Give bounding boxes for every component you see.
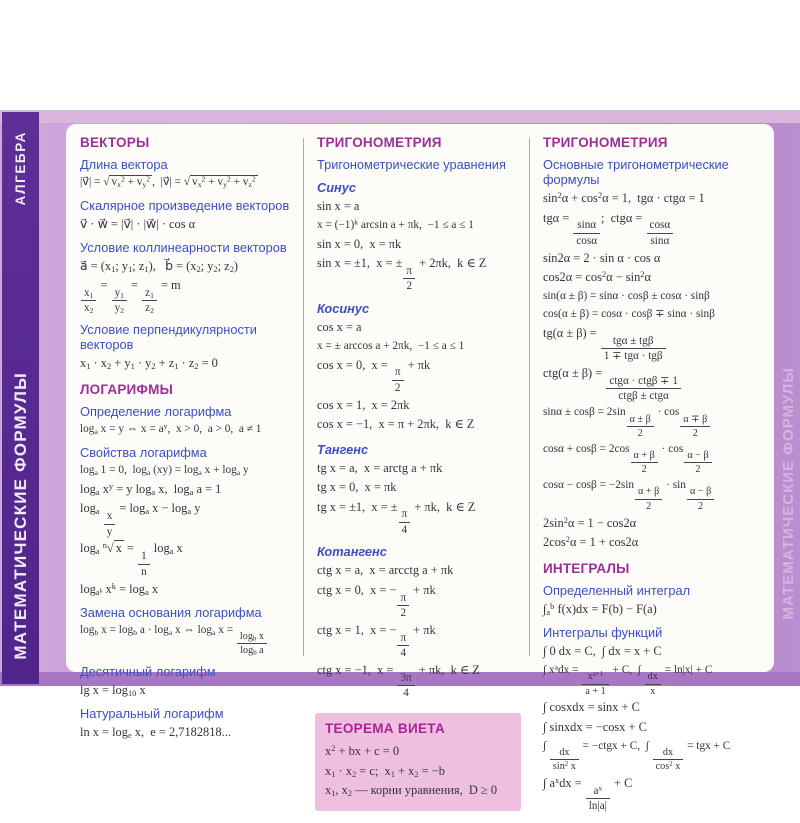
formula-line: $x = (-1)^k$ arcsin a + πk, −1 ≤ a ≤ 1: [317, 217, 474, 231]
formula-line: $\cos 2\alpha = \cos^2\alpha - \sin^2\alpha$: [543, 269, 651, 285]
section-title: ВЕКТОРЫ: [80, 135, 150, 150]
formula-line: ∫ $x^adx$ = $\frac{x^{a+1}}{a + 1}$ + C, ∫ $\frac{dx}{x}$ = ln|x| + C: [543, 662, 713, 697]
formula-line: $\log_a$ $\frac{x}{y}$ = $\log_a x - \log_a y$: [80, 501, 201, 538]
formula-line: sinα ± cosβ = 2sin $\frac{\alpha \pm \beta}{2}$ · cos $\frac{\alpha \mp \beta}{2}$: [543, 405, 766, 439]
subsection-title: Натуральный логарифм: [80, 705, 224, 721]
purple-panel: [0, 110, 800, 813]
sidebar-band: [2, 112, 39, 684]
formula-card: [66, 124, 774, 813]
formula-line: cos x = a: [317, 319, 362, 334]
formula-line: $x^2$ + bx + c = 0: [325, 743, 400, 758]
subsection-title: Котангенс: [317, 544, 387, 560]
formula-line: $\log_a x = y$ ⇔ $x = a^y$, x > 0, a > 0, a ≠ 1: [80, 421, 262, 436]
subsection-title: Свойства логарифма: [80, 444, 207, 460]
formula-line: ctg x = −1, x = $\frac{3\pi}{4}$ + πk, k ∈ Z: [317, 663, 480, 700]
formula-line: ∫ $\frac{dx}{\sin^2 x}$ = −ctgx + C, ∫ $\frac{dx}{\cos^2 x}$ = tgx + C: [543, 739, 731, 773]
formula-line: $x_1 \cdot x_2 = c$; $x_1 + x_2 = -b$: [325, 763, 445, 779]
formula-line: $\frac{x_1}{x_2}$ = $\frac{y_1}{y_2}$ = $\frac{z_1}{z_2}$ = m: [80, 277, 295, 315]
formula-line: x = ± arccos a + 2πk, −1 ≤ a ≤ 1: [317, 339, 465, 352]
section-title: ИНТЕГРАЛЫ: [543, 561, 630, 577]
formula-line: $\log_a x^y = y$ $\log_a x$, $\log_a a = 1$: [80, 480, 222, 497]
subsection-title: Косинус: [317, 300, 370, 316]
formula-line: $\sin^2\alpha + \cos^2\alpha = 1$, tgα · ctgα = 1: [543, 190, 705, 205]
formula-line: cos x = −1, x = π + 2πk, k ∈ Z: [317, 417, 475, 432]
math-formulas-vertical-label: МАТЕМАТИЧЕСКИЕ ФОРМУЛЫ: [10, 372, 30, 660]
formula-line: sin x = a: [317, 199, 360, 213]
subsection-title: Интегралы функций: [543, 625, 663, 641]
column-divider: [529, 138, 530, 656]
formula-line: ctg x = a, x = arcctg a + πk: [317, 563, 454, 578]
formula-line: cos x = 1, x = 2πk: [317, 397, 410, 412]
section-title: ЛОГАРИФМЫ: [80, 382, 174, 398]
subsection-title: Тригонометрические уравнения: [317, 157, 506, 172]
subsection-title: Определение логарифма: [80, 404, 232, 420]
formula-line: sin x = 0, x = πk: [317, 236, 402, 251]
vieta-theorem-box: [315, 713, 521, 811]
subsection-title: Условие коллинеарности векторов: [80, 239, 287, 255]
formula-line: sin x = ±1, x = ± $\frac{\pi}{2}$ + 2πk, k ∈ Z: [317, 256, 487, 293]
formula-line: tgα = $\frac{\sin\alpha}{\cos\alpha}$ ; ctgα = $\frac{\cos\alpha}{\sin\alpha}$: [543, 210, 766, 248]
formula-line: $\int_a^b$ f(x)dx = F(b) − F(a): [543, 601, 657, 618]
formula-line: cos(α ± β) = cosα · cosβ ∓ sinα · sinβ: [543, 308, 715, 321]
formula-line: $2\cos^2\alpha = 1 + \cos 2\alpha$: [543, 534, 639, 550]
column-vectors-logarithms: [66, 124, 303, 823]
subsection-title: Определенный интеграл: [543, 583, 691, 599]
subsection-title: Замена основания логарифма: [80, 604, 262, 620]
formula-line: $\log_b x = \log_b a \cdot \log_a x$ ⇔ $\log_a x$ = $\frac{\log_b x}{\log_b a}$: [80, 623, 295, 657]
formula-line: ∫ 0 dx = C, ∫ dx = x + C: [543, 644, 662, 659]
formula-line: cosα − cosβ = −2sin $\frac{\alpha + \beta}{2}$ · sin $\frac{\alpha - \beta}{2}$: [543, 478, 766, 512]
formula-line: $\ln x = \log_e x$, e = 2,7182818...: [80, 724, 231, 740]
formula-line: cosα + cosβ = 2cos $\frac{\alpha + \beta}{2}$ · cos $\frac{\alpha - \beta}{2}$: [543, 442, 766, 476]
formula-line: $\lg x = \log_{10} x$: [80, 682, 146, 698]
formula-line: $x_1 \cdot x_2 + y_1 \cdot y_2 + z_1 \cdot z_2 = 0$: [80, 355, 218, 372]
column-trig-formulas-integrals: [529, 124, 774, 823]
subsection-title: Десятичный логарифм: [80, 663, 216, 679]
formula-line: tg x = a, x = arctg a + πk: [317, 460, 443, 475]
subsection-title: Тангенс: [317, 441, 369, 457]
formula-line: $\log_a ^n√$ x = $\frac{1}{n}$ $\log_a x$: [80, 540, 183, 578]
formula-line: ∫ $a^xdx$ = $\frac{a^x}{\ln|a|}$ + C: [543, 775, 633, 813]
formula-line: tg x = 0, x = πk: [317, 480, 397, 495]
formula-line: ctg(α ± β) = ctgα · ctgβ ∓ 1 ctgβ ± ctgα: [543, 365, 766, 403]
subsection-title: Длина вектора: [80, 157, 168, 172]
formula-line: ∫ cosxdx = sinx + C: [543, 700, 640, 715]
formula-line: ctg x = 1, x = − $\frac{\pi}{4}$ + πk: [317, 623, 436, 660]
formula-line: |v⃗| = √ $v_x^2 + v_y^2$ , |v⃗| = √ $v_x^2 + v_y^2 + v_z^2$: [80, 174, 256, 189]
formula-line: $\log_a 1 = 0$, $\log_a (xy) = \log_a x + \log_a y$: [80, 463, 249, 477]
formula-line: ctg x = 0, x = − $\frac{\pi}{2}$ + πk: [317, 583, 436, 620]
formula-line: tg x = ±1, x = ± $\frac{\pi}{4}$ + πk, k ∈ Z: [317, 499, 476, 536]
formula-line: sin(α ± β) = sinα · cosβ ± cosα · sinβ: [543, 289, 710, 302]
top-band: [0, 110, 800, 123]
vieta-title: ТЕОРЕМА ВИЕТА: [325, 720, 446, 736]
column-trig-equations: [303, 124, 529, 823]
subsection-title: Основные тригонометрические формулы: [543, 157, 729, 187]
formula-line: cos x = 0, x = $\frac{\pi}{2}$ + πk: [317, 357, 431, 394]
watermark-text: МАТЕМАТИЧЕСКИЕ ФОРМУЛЫ: [780, 367, 797, 620]
formula-line: sin2α = 2 · sin α · cos α: [543, 250, 661, 265]
formula-line: $2\sin^2\alpha = 1 - \cos 2\alpha$: [543, 514, 637, 530]
formula-line: tg(α ± β) = tgα ± tgβ 1 ∓ tgα · tgβ: [543, 325, 766, 363]
formula-line: v⃗ · w⃗ = |v⃗| · |w⃗| · cos α: [80, 216, 196, 231]
formula-line: ∫ sinxdx = −cosx + C: [543, 720, 647, 734]
column-divider: [303, 138, 304, 656]
section-title: ТРИГОНОМЕТРИЯ: [543, 135, 668, 150]
algebra-vertical-label: АЛГЕБРА: [13, 131, 28, 206]
subsection-title: Условие перпендикулярности векторов: [80, 321, 257, 352]
subsection-title: Скалярное произведение векторов: [80, 197, 290, 213]
formula-line: $\log_{a^k} x^k = \log_a x$: [80, 580, 159, 597]
subsection-title: Синус: [317, 180, 357, 195]
section-title: ТРИГОНОМЕТРИЯ: [317, 135, 442, 150]
formula-line: $x_1$, $x_2$ — корни уравнения, D ≥ 0: [325, 783, 498, 799]
formula-line: a⃗ = ($x_1$; $y_1$; $z_1$), b⃗ = ($x_2$; $y_2$; $z_2$): [80, 258, 239, 274]
